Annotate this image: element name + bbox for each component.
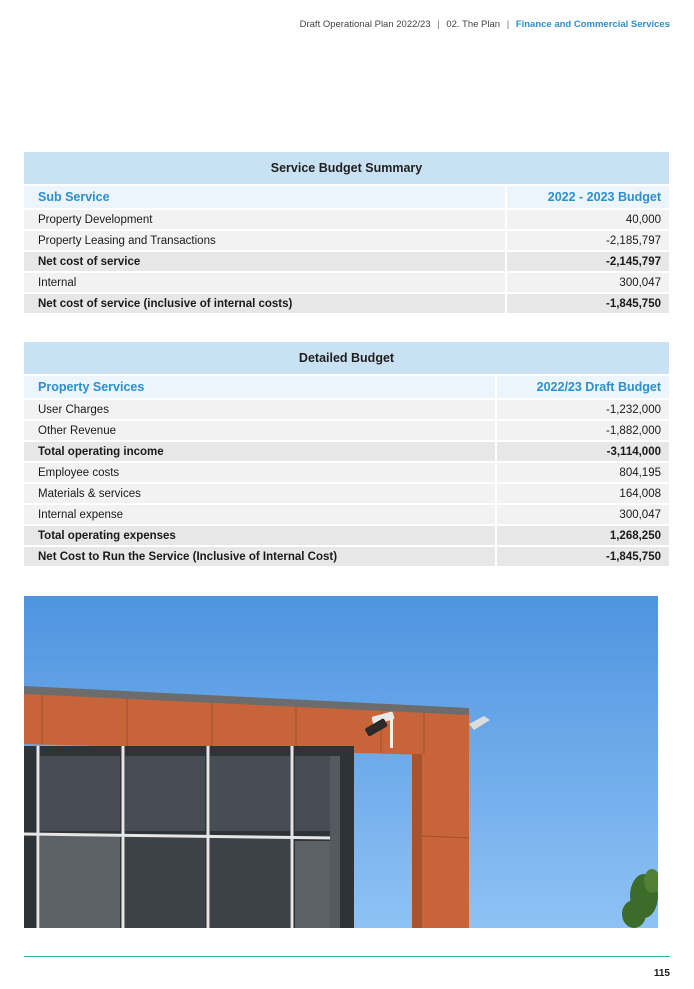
row-value: 300,047	[495, 505, 669, 524]
row-value: 1,268,250	[495, 526, 669, 545]
detail-table-title: Detailed Budget	[24, 342, 669, 374]
detail-col-budget: 2022/23 Draft Budget	[495, 376, 669, 398]
row-value: -1,845,750	[495, 547, 669, 566]
row-label: Internal	[24, 273, 505, 292]
table-row	[24, 484, 669, 503]
table-row	[24, 505, 669, 524]
summary-col-budget: 2022 - 2023 Budget	[505, 186, 669, 208]
detail-col-property-services: Property Services	[24, 376, 495, 398]
summary-col-sub-service: Sub Service	[24, 186, 505, 208]
row-value: 40,000	[505, 210, 669, 229]
row-value: -1,845,750	[505, 294, 669, 313]
table-row-total	[24, 526, 669, 545]
table-row	[24, 210, 669, 229]
table-row	[24, 400, 669, 419]
header-document-title: Draft Operational Plan 2022/23	[299, 19, 431, 30]
row-label: Other Revenue	[24, 421, 495, 440]
row-value: -3,114,000	[495, 442, 669, 461]
row-label: Internal expense	[24, 505, 495, 524]
table-row	[24, 231, 669, 250]
row-label: Net cost of service (inclusive of internal costs)	[24, 294, 505, 313]
table-row	[24, 463, 669, 482]
page-number: 115	[653, 968, 670, 979]
header-section: 02. The Plan	[446, 19, 501, 30]
row-value: 300,047	[505, 273, 669, 292]
row-value: 804,195	[495, 463, 669, 482]
row-label: Total operating income	[24, 442, 495, 461]
row-label: Property Development	[24, 210, 505, 229]
building-photo	[24, 596, 658, 928]
service-budget-summary-table	[24, 150, 669, 315]
row-label: Employee costs	[24, 463, 495, 482]
row-label: Property Leasing and Transactions	[24, 231, 505, 250]
table-row-total	[24, 294, 669, 313]
row-label: Net Cost to Run the Service (Inclusive of Internal Cost)	[24, 547, 495, 566]
table-row-total	[24, 252, 669, 271]
row-value: -2,145,797	[505, 252, 669, 271]
row-value: -2,185,797	[505, 231, 669, 250]
table-row-total	[24, 442, 669, 461]
row-label: Net cost of service	[24, 252, 505, 271]
header-chapter: Finance and Commercial Services	[515, 19, 670, 30]
table-row-total	[24, 547, 669, 566]
running-header	[300, 19, 670, 30]
detailed-budget-table	[24, 340, 669, 568]
table-row	[24, 421, 669, 440]
summary-table-title: Service Budget Summary	[24, 152, 669, 184]
row-label: User Charges	[24, 400, 495, 419]
row-value: -1,232,000	[495, 400, 669, 419]
row-value: 164,008	[495, 484, 669, 503]
table-row	[24, 273, 669, 292]
header-separator: |	[506, 19, 510, 30]
row-label: Total operating expenses	[24, 526, 495, 545]
footer-rule	[24, 956, 670, 957]
header-separator: |	[437, 19, 440, 30]
row-value: -1,882,000	[495, 421, 669, 440]
row-label: Materials & services	[24, 484, 495, 503]
